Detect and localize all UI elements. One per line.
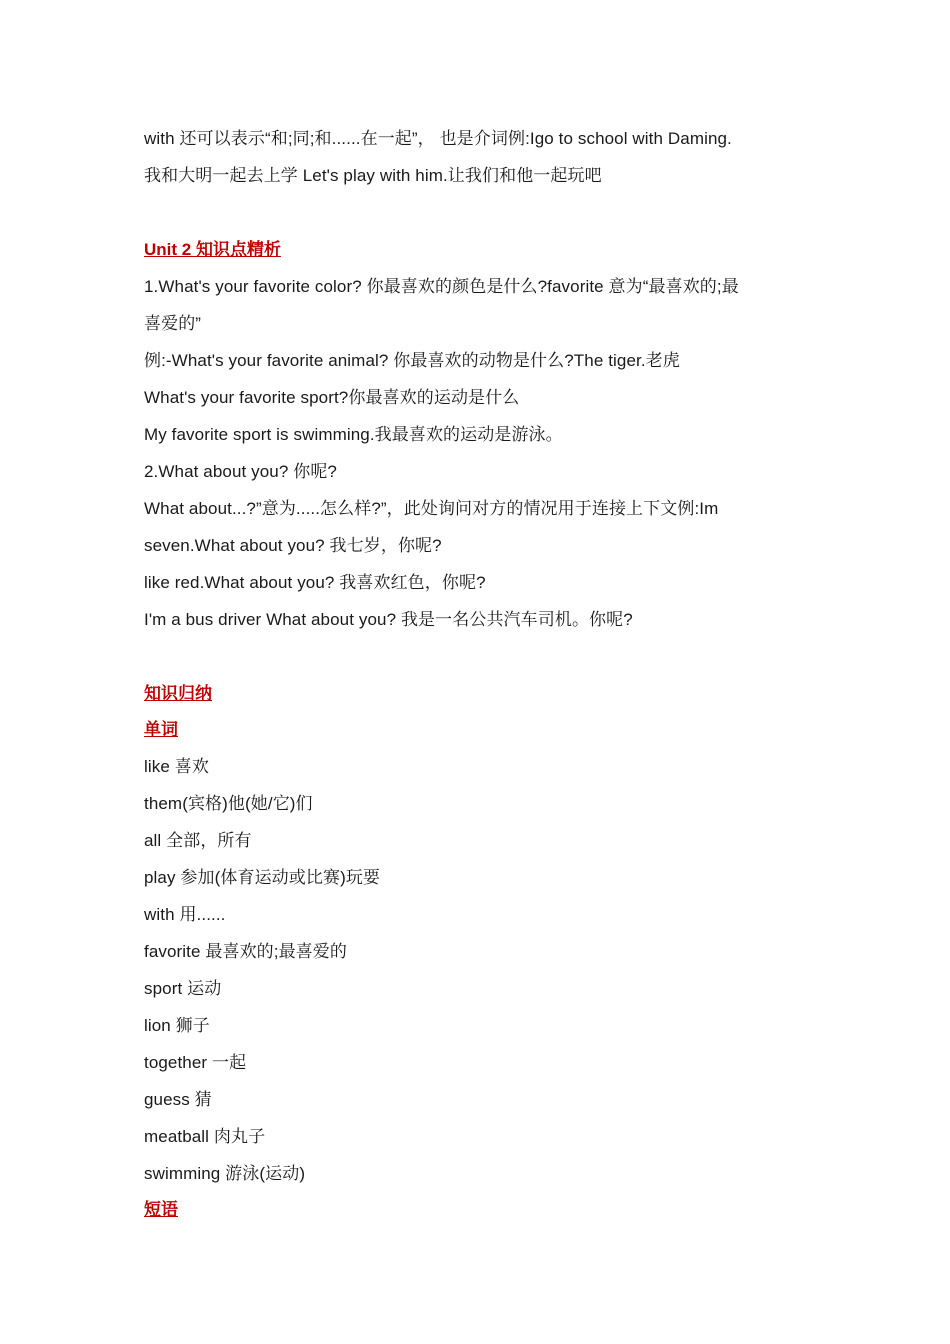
intro-line-2: 我和大明一起去上学 Let's play with him.让我们和他一起玩吧 bbox=[144, 166, 602, 185]
vocab-item: lion 狮子 bbox=[144, 1016, 210, 1035]
vocab-item: sport 运动 bbox=[144, 979, 222, 998]
words-heading: 单词 bbox=[144, 720, 178, 739]
phrases-heading: 短语 bbox=[144, 1200, 178, 1219]
vocab-item: favorite 最喜欢的;最喜爱的 bbox=[144, 942, 347, 961]
vocab-item: meatball 肉丸子 bbox=[144, 1127, 266, 1146]
vocab-item: together 一起 bbox=[144, 1053, 247, 1072]
spacer bbox=[144, 194, 814, 232]
unit2-line-2: 喜爱的” bbox=[144, 314, 202, 333]
unit2-heading: Unit 2 知识点精析 bbox=[144, 240, 281, 259]
unit2-line-6: 2.What about you? 你呢? bbox=[144, 462, 337, 481]
unit2-line-9: like red.What about you? 我喜欢红色，你呢? bbox=[144, 573, 486, 592]
summary-heading: 知识归纳 bbox=[144, 684, 212, 703]
vocab-item: play 参加(体育运动或比赛)玩要 bbox=[144, 868, 381, 887]
vocab-item: them(宾格)他(她/它)们 bbox=[144, 794, 313, 813]
unit2-line-8: seven.What about you? 我七岁，你呢? bbox=[144, 536, 442, 555]
vocab-item: with 用...... bbox=[144, 905, 226, 924]
vocab-item: guess 猜 bbox=[144, 1090, 212, 1109]
vocab-item: all 全部，所有 bbox=[144, 831, 252, 850]
unit2-line-1: 1.What's your favorite color? 你最喜欢的颜色是什么?favorite 意为“最喜欢的;最 bbox=[144, 277, 739, 296]
unit2-line-3: 例:-What's your favorite animal? 你最喜欢的动物是什么?The tiger.老虎 bbox=[144, 351, 680, 370]
vocab-item: swimming 游泳(运动) bbox=[144, 1164, 306, 1183]
unit2-line-5: My favorite sport is swimming.我最喜欢的运动是游泳。 bbox=[144, 425, 563, 444]
unit2-line-10: I'm a bus driver What about you? 我是一名公共汽车司机。你呢? bbox=[144, 610, 633, 629]
unit2-line-7: What about...?”意为.....怎么样?”，此处询问对方的情况用于连接上下文例:Im bbox=[144, 499, 719, 518]
spacer bbox=[144, 638, 814, 676]
document-body bbox=[144, 120, 814, 1228]
unit2-line-4: What's your favorite sport?你最喜欢的运动是什么 bbox=[144, 388, 520, 407]
intro-line-1: with 还可以表示“和;同;和......在一起”， 也是介词例:Igo to school with Daming. bbox=[144, 129, 732, 148]
vocab-item: like 喜欢 bbox=[144, 757, 209, 776]
vocab-list bbox=[144, 748, 814, 1192]
